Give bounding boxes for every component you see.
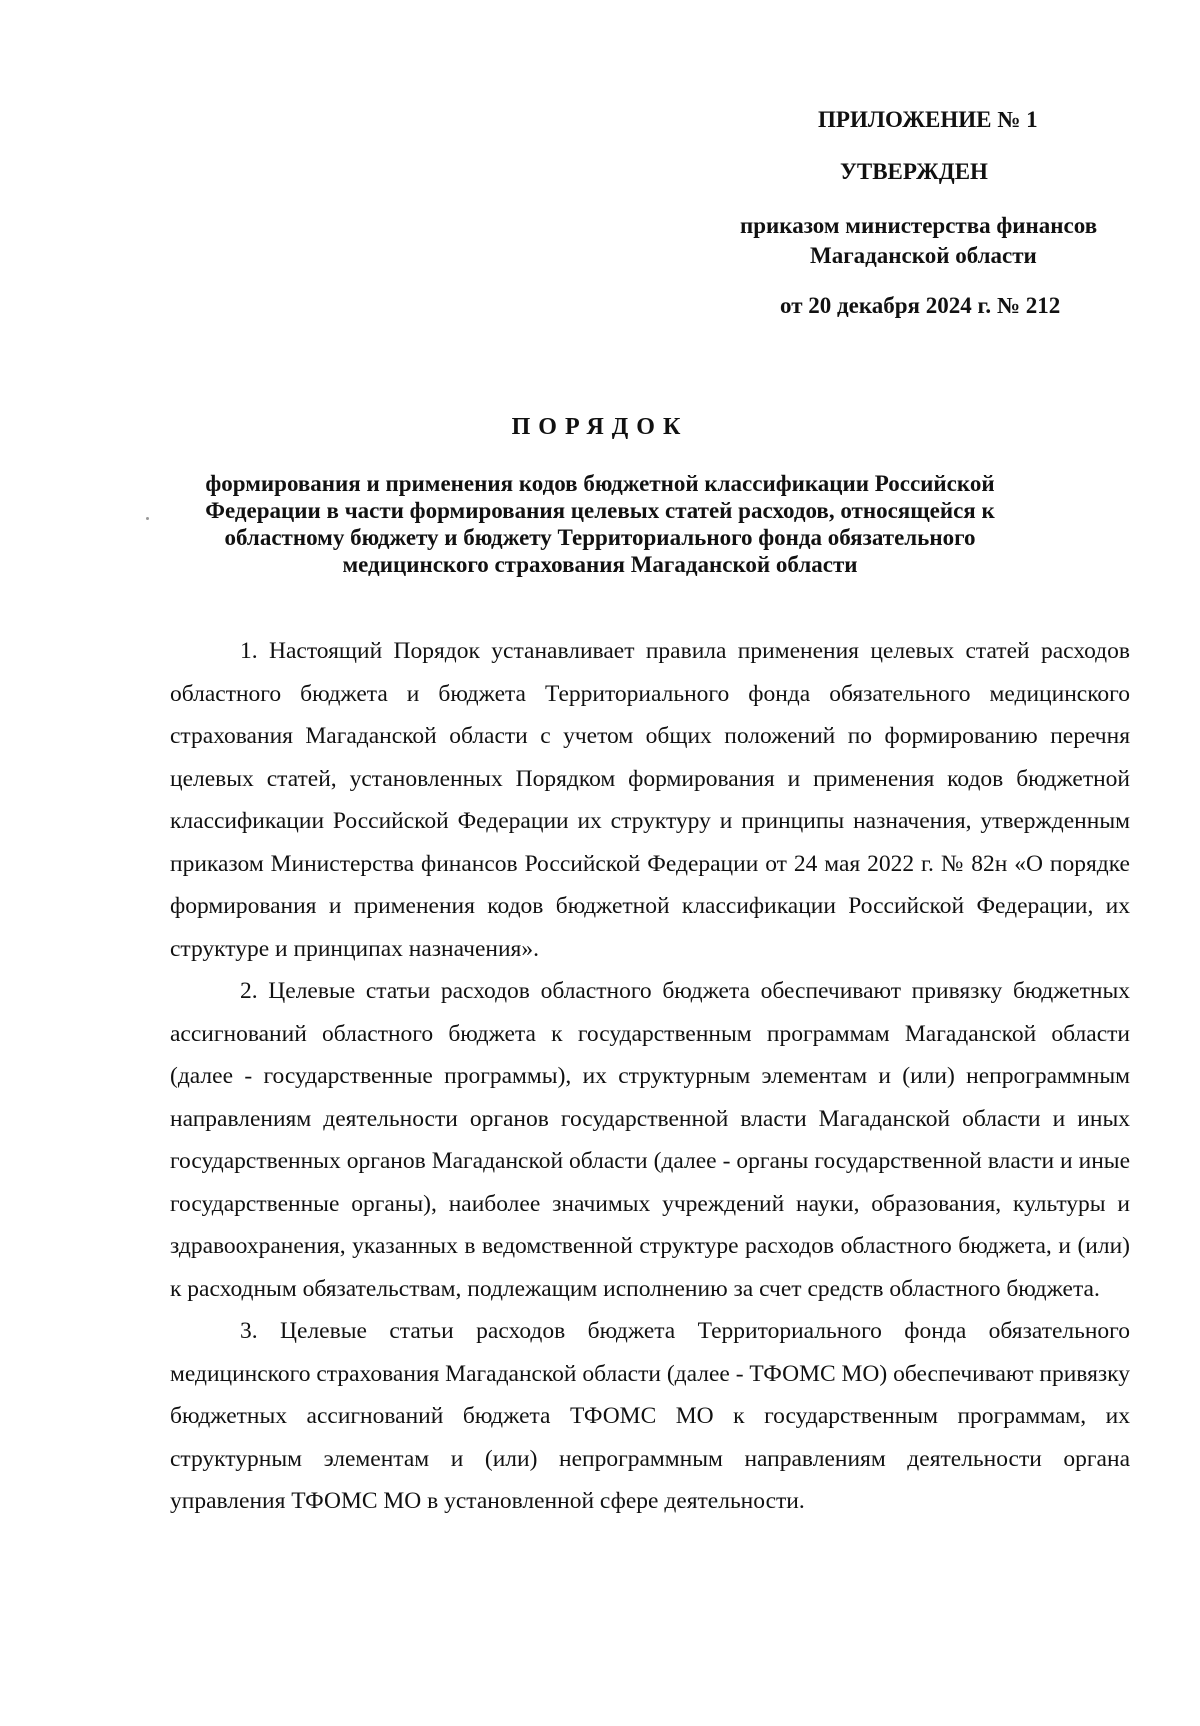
paragraph-2: 2. Целевые статьи расходов областного бюджета обеспечивают привязку бюджетных ассигнований областного бюджета к государственным программам Магаданской области (далее - государственные программы), их структурным элементам и (или) непрограммным направлениям деятельности органов государственной власти Магаданской области и иных государственных органов Магаданской области (далее - органы государственной власти и иные государственные органы), наиболее значимых учреждений науки, образования, культуры и здравоохранения, указанных в ведомственной структуре расходов областного бюджета, и (или) к расходным обязательствам, подлежащим исполнению за счет средств областного бюджета. [170, 978, 1130, 1302]
paragraph-1: 1. Настоящий Порядок устанавливает правила применения целевых статей расходов областного бюджета и бюджета Территориального фонда обязательного медицинского страхования Магаданской области с учетом общих положений по формированию перечня целевых статей, установленных Порядком формирования и применения кодов бюджетной классификации Российской Федерации их структуру и принципы назначения, утвержденным приказом Министерства финансов Российской Федерации от 24 мая 2022 г. № 82н «О порядке формирования и применения кодов бюджетной классификации Российской Федерации, их структуре и принципах назначения». [170, 638, 1130, 962]
appendix-label: ПРИЛОЖЕНИЕ № 1 [818, 107, 1038, 132]
paragraph-3: 3. Целевые статьи расходов бюджета Территориального фонда обязательного медицинского страхования Магаданской области (далее - ТФОМС МО) обеспечивают привязку бюджетных ассигнований бюджета ТФОМС МО к государственным программам, их структурным элементам и (или) непрограммным направлениям деятельности органа управления ТФОМС МО в установленной сфере деятельности. [170, 1318, 1130, 1514]
scan-artifact [146, 517, 149, 520]
order-date: от 20 декабря 2024 г. № 212 [780, 293, 1061, 318]
subtitle-line: медицинского страхования Магаданской области [342, 552, 858, 577]
order-reference-line-2: Магаданской области [810, 243, 1037, 268]
document-title: ПОРЯДОК [511, 414, 689, 440]
subtitle-line: формирования и применения кодов бюджетной классификации Российской [205, 471, 995, 496]
approved-label: УТВЕРЖДЕН [840, 159, 988, 184]
subtitle-line: областному бюджету и бюджету Территориального фонда обязательного [224, 525, 976, 550]
document-subtitle [150, 470, 1050, 578]
order-reference-line-1: приказом министерства финансов [740, 213, 1098, 238]
subtitle-line: Федерации в части формирования целевых статей расходов, относящейся к [205, 498, 995, 523]
document-body [170, 630, 1130, 1523]
